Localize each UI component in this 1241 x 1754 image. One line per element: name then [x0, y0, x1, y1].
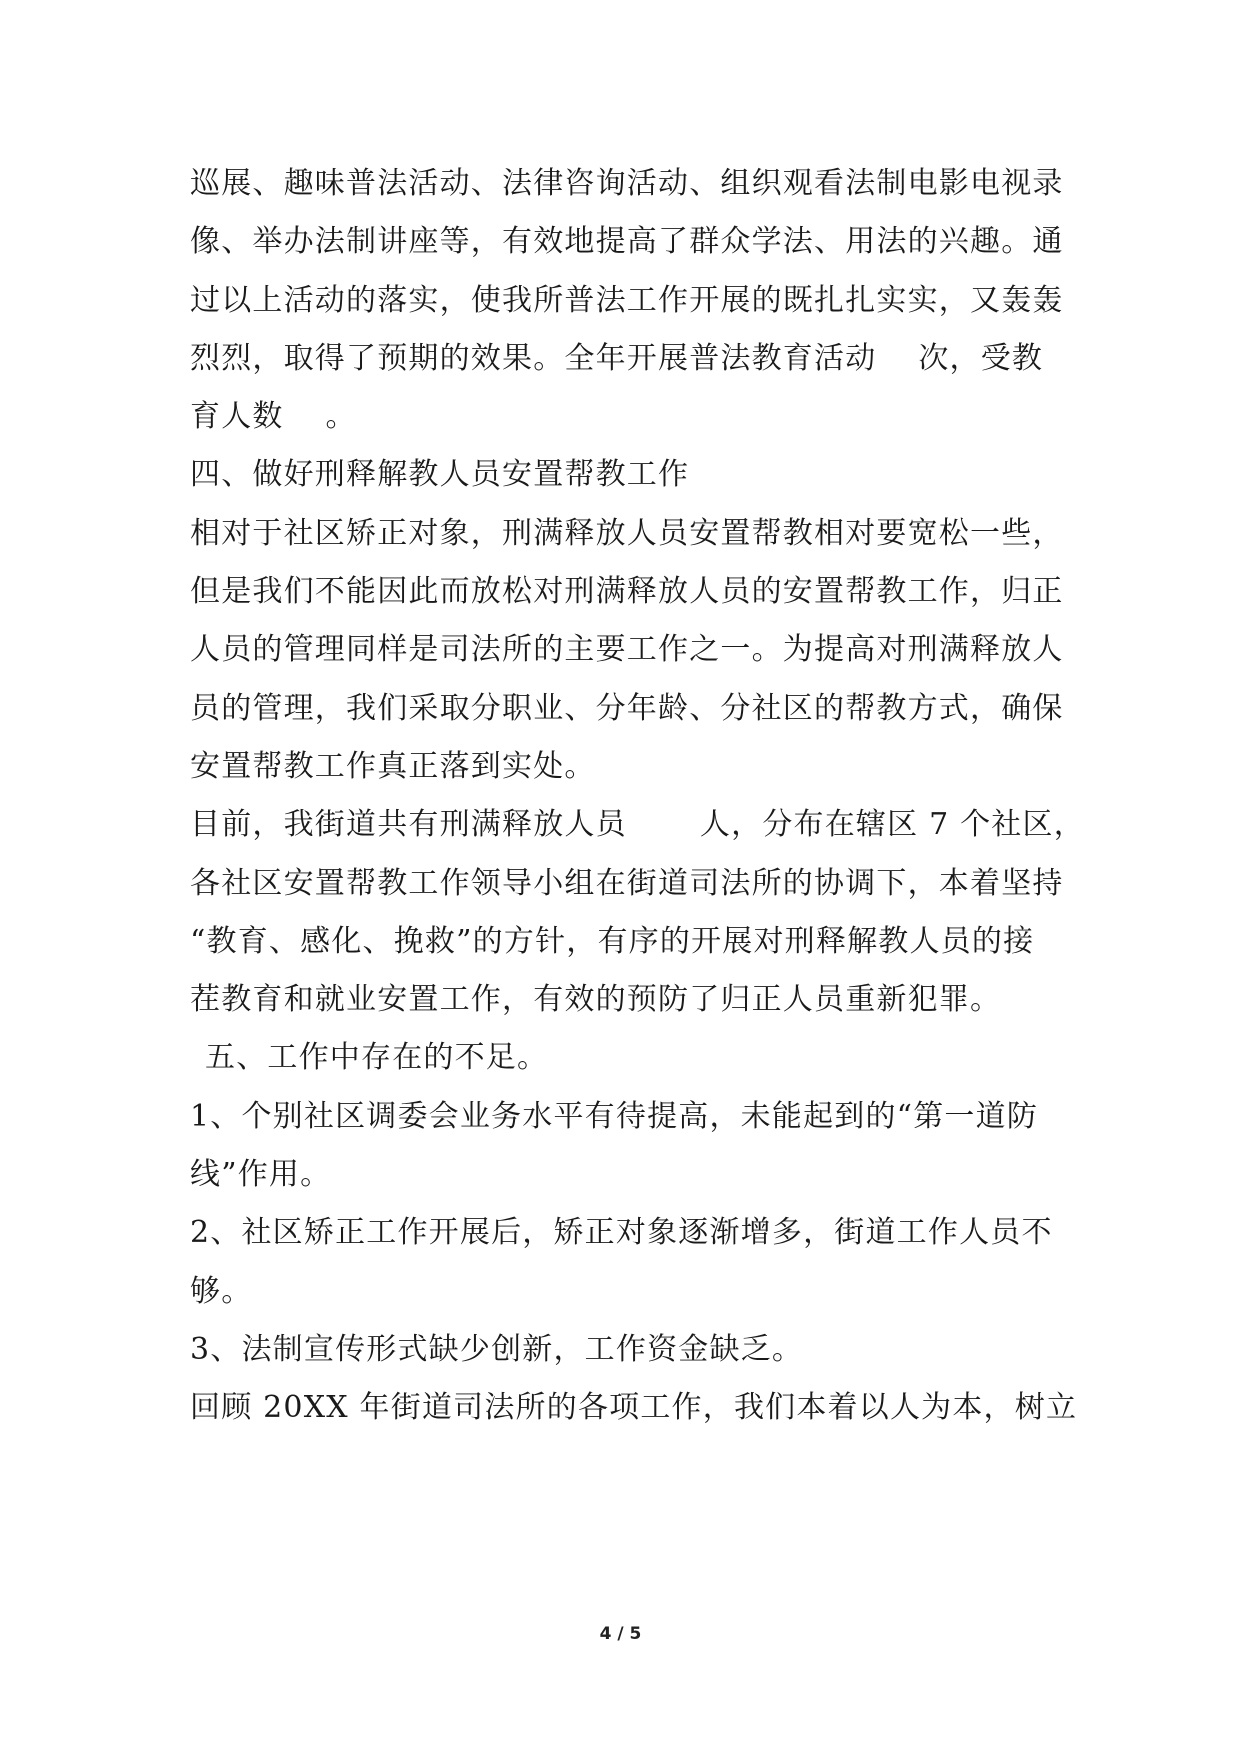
text-line: 各社区安置帮教工作领导小组在街道司法所的协调下，本着坚持 — [190, 865, 1064, 901]
list-item: 2、社区矫正工作开展后，矫正对象逐渐增多，街道工作人员不 — [190, 1215, 1053, 1251]
text-line: “教育、感化、挽救”的方针，有序的开展对刑释解教人员的接 — [190, 923, 1035, 959]
list-item: 1、个别社区调委会业务水平有待提高，未能起到的“第一道防 — [190, 1098, 1039, 1134]
text-line: 过以上活动的落实，使我所普法工作开展的既扎扎实实，又轰轰 — [190, 282, 1064, 318]
section-heading: 五、工作中存在的不足。 — [205, 1040, 549, 1076]
text-line: 烈烈，取得了预期的效果。全年开展普法教育活动 次，受教 — [190, 340, 1044, 376]
text-line: 但是我们不能因此而放松对刑满释放人员的安置帮教工作，归正 — [190, 574, 1064, 610]
text-line: 相对于社区矫正对象，刑满释放人员安置帮教相对要宽松一些， — [190, 515, 1064, 551]
page-number: 4 / 5 — [599, 1624, 642, 1644]
text-line: 员的管理，我们采取分职业、分年龄、分社区的帮教方式，确保 — [190, 690, 1064, 726]
text-line: 安置帮教工作真正落到实处。 — [190, 748, 596, 784]
text-line: 人员的管理同样是司法所的主要工作之一。为提高对刑满释放人 — [190, 632, 1064, 668]
text-line: 育人数 。 — [190, 399, 357, 435]
text-line: 回顾 20XX 年街道司法所的各项工作，我们本着以人为本，树立 — [190, 1390, 1078, 1426]
text-line: 像、举办法制讲座等，有效地提高了群众学法、用法的兴趣。通 — [190, 224, 1064, 260]
list-item-continuation: 线”作用。 — [190, 1157, 332, 1193]
text-line: 茬教育和就业安置工作，有效的预防了归正人员重新犯罪。 — [190, 982, 1002, 1018]
document-body — [190, 155, 1085, 1438]
text-line: 目前，我街道共有刑满释放人员 人，分布在辖区 7 个社区， — [190, 807, 1085, 843]
list-item-continuation: 够。 — [190, 1273, 253, 1309]
text-line: 巡展、趣味普法活动、法律咨询活动、组织观看法制电影电视录 — [190, 166, 1064, 201]
section-heading: 四、做好刑释解教人员安置帮教工作 — [190, 457, 690, 493]
list-item: 3、法制宣传形式缺少创新，工作资金缺乏。 — [190, 1331, 804, 1367]
